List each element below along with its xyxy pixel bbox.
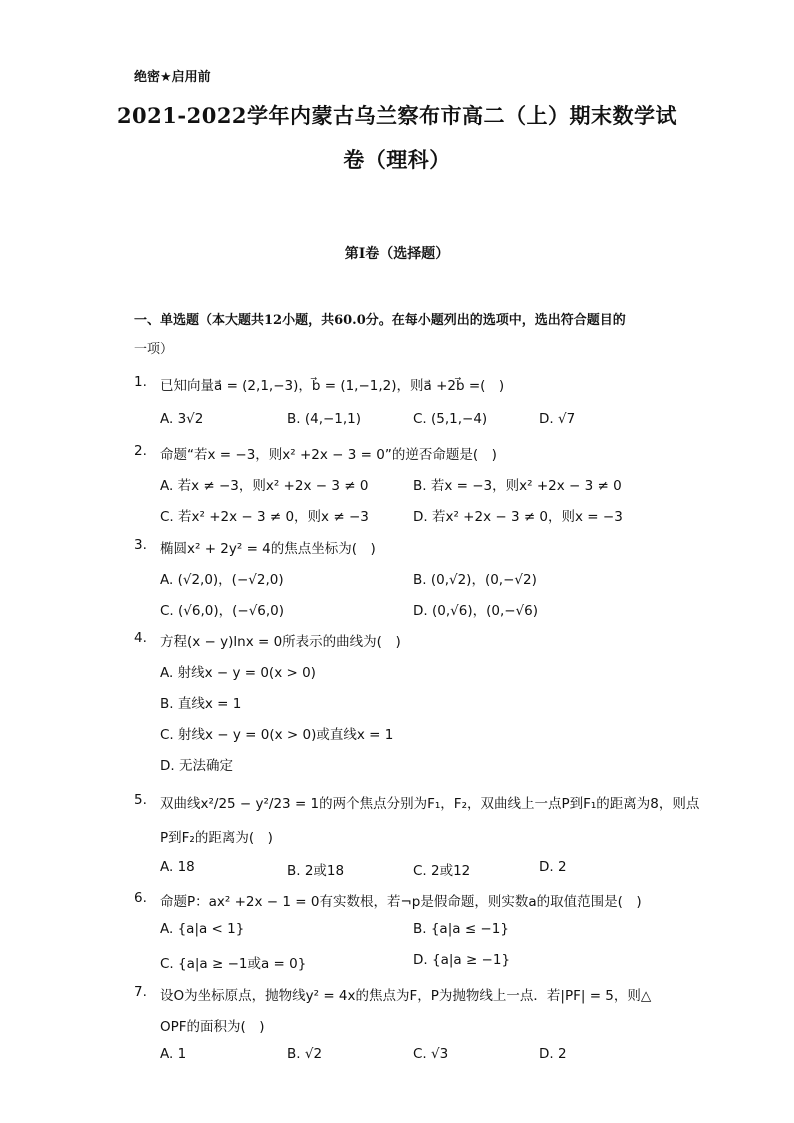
question-3-number: 3. xyxy=(134,537,147,553)
question-5-number: 5. xyxy=(134,792,147,808)
question-6-option-b: B. {a|a ≤ −1} xyxy=(413,921,509,937)
question-1-option-b: B. (4,−1,1) xyxy=(287,411,362,427)
question-4-option-c: C. 射线x − y = 0(x > 0)或直线x = 1 xyxy=(160,727,394,743)
question-5-option-c: C. 2或12 xyxy=(413,863,471,879)
question-5-stem-cont: P到F₂的距离为( ) xyxy=(160,830,273,846)
question-2-option-c: C. 若x² +2x − 3 ≠ 0，则x ≠ −3 xyxy=(160,509,369,525)
question-7-stem: 设O为坐标原点，抛物线y² = 4x的焦点为F，P为抛物线上一点．若|PF| = 5，则△ xyxy=(160,988,652,1004)
exam-title-line2: 卷（理科） xyxy=(343,147,451,172)
question-3-option-c: C. (√6,0)，(−√6,0) xyxy=(160,603,285,619)
question-7-option-c: C. √3 xyxy=(413,1046,449,1062)
question-1-number: 1. xyxy=(134,374,147,390)
question-1-option-a: A. 3√2 xyxy=(160,411,204,427)
section-heading-line2: 一项） xyxy=(134,342,174,357)
question-5-stem: 双曲线x²/25 − y²/23 = 1的两个焦点分别为F₁，F₂，双曲线上一点P到F₁的距离为8，则点 xyxy=(160,796,700,812)
question-7-option-a: A. 1 xyxy=(160,1046,187,1062)
question-1-option-c: C. (5,1,−4) xyxy=(413,411,488,427)
question-6-number: 6. xyxy=(134,890,147,906)
question-7-number: 7. xyxy=(134,984,147,1000)
question-4-option-a: A. 射线x − y = 0(x > 0) xyxy=(160,665,316,681)
question-3-option-a: A. (√2,0)，(−√2,0) xyxy=(160,572,284,588)
confidential-label: 绝密★启用前 xyxy=(134,70,211,85)
question-7-option-d: D. 2 xyxy=(539,1046,567,1062)
question-3-stem: 椭圆x² + 2y² = 4的焦点坐标为( ) xyxy=(160,541,376,557)
section-heading-line1: 一、单选题（本大题共12小题，共60.0分。在每小题列出的选项中，选出符合题目的 xyxy=(134,313,626,328)
question-7-stem-cont: OPF的面积为( ) xyxy=(160,1019,265,1035)
question-5-option-b: B. 2或18 xyxy=(287,863,345,879)
question-4-option-d: D. 无法确定 xyxy=(160,758,233,774)
question-6-stem: 命题P：ax² +2x − 1 = 0有实数根，若¬p是假命题，则实数a的取值范围是( ) xyxy=(160,894,642,910)
question-4-option-b: B. 直线x = 1 xyxy=(160,696,242,712)
question-1-stem: 已知向量a⃗ = (2,1,−3)，b⃗ = (1,−1,2)，则a⃗ +2b⃗ =( ) xyxy=(160,378,505,394)
question-2-stem: 命题“若x = −3，则x² +2x − 3 = 0”的逆否命题是( ) xyxy=(160,447,497,463)
question-5-option-a: A. 18 xyxy=(160,859,195,875)
exam-title-line1: 2021-2022学年内蒙古乌兰察布市高二（上）期末数学试 xyxy=(116,103,678,128)
question-7-option-b: B. √2 xyxy=(287,1046,323,1062)
question-6-option-d: D. {a|a ≥ −1} xyxy=(413,952,511,968)
question-5-option-d: D. 2 xyxy=(539,859,567,875)
question-4-number: 4. xyxy=(134,630,147,646)
question-2-number: 2. xyxy=(134,443,147,459)
question-4-stem: 方程(x − y)lnx = 0所表示的曲线为( ) xyxy=(160,634,401,650)
question-6-option-a: A. {a|a < 1} xyxy=(160,921,245,937)
part-title: 第I卷（选择题） xyxy=(344,246,450,262)
question-6-option-c: C. {a|a ≥ −1或a = 0} xyxy=(160,956,307,972)
question-3-option-d: D. (0,√6)，(0,−√6) xyxy=(413,603,539,619)
question-2-option-b: B. 若x = −3，则x² +2x − 3 ≠ 0 xyxy=(413,478,622,494)
section-heading xyxy=(134,306,664,364)
question-1-option-d: D. √7 xyxy=(539,411,576,427)
question-3-option-b: B. (0,√2)，(0,−√2) xyxy=(413,572,537,588)
question-2-option-d: D. 若x² +2x − 3 ≠ 0，则x = −3 xyxy=(413,509,623,525)
question-2-option-a: A. 若x ≠ −3，则x² +2x − 3 ≠ 0 xyxy=(160,478,369,494)
